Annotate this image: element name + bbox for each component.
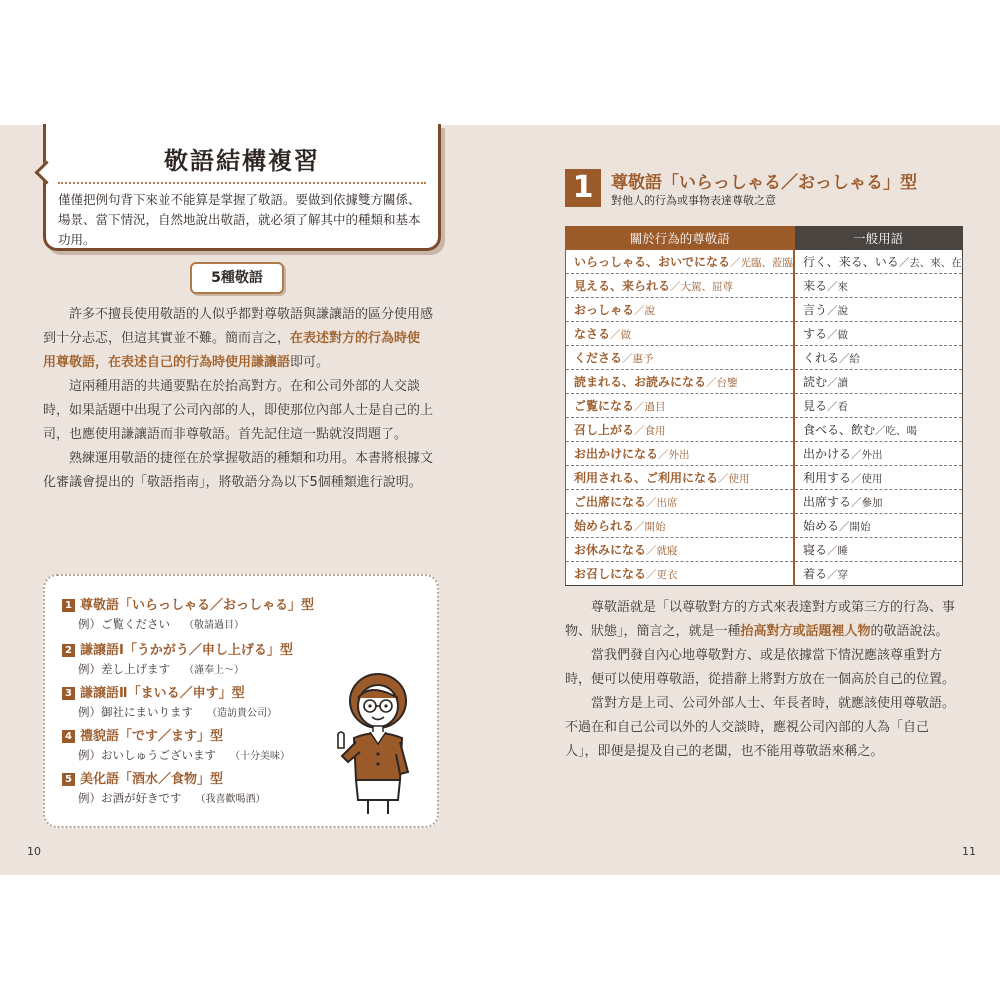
- section-number: 1: [565, 169, 601, 207]
- section-badge: 5種敬語: [190, 262, 284, 294]
- dotted-divider: [58, 182, 426, 184]
- list-item: 1 尊敬語「いらっしゃる／おっしゃる」型 例）ご覧ください （敬請過目）: [62, 594, 314, 632]
- intro-text: 僅僅把例句背下來並不能算是掌握了敬語。要做到依據雙方關係、場景、當下情況，自然地說出敬語，就必須了解其中的種類和基本功用。: [58, 192, 421, 247]
- paragraph-r2: 當我們發自內心地尊敬對方、或是依據當下情況應該尊重對方時，便可以使用尊敬語，從措辭上將對方放在一個高於自己的位置。: [565, 648, 956, 687]
- highlight-text: 在表述對方的行為時使用尊敬語，在表述自己的行為時使用謙讓語: [43, 331, 421, 370]
- left-body: [43, 303, 433, 495]
- table-row: お休みになる／就寢 寝る／睡: [566, 538, 963, 562]
- table-row: いらっしゃる、おいでになる／光臨、蒞臨 行く、来る、いる／去、來、在: [566, 250, 963, 274]
- paragraph-2: 這兩種用語的共通要點在於抬高對方。在和公司外部的人交談時，如果話題中出現了公司內部的人，即使那位內部人士是自己的上司，也應使用謙讓語而非尊敬語。首先記住這一點就沒問題了。: [43, 379, 434, 442]
- header-respectful: 關於行為的尊敬語: [566, 227, 795, 250]
- page-number-left: 10: [27, 845, 41, 858]
- header-plain: 一般用語: [794, 227, 962, 250]
- table-row: 利用される、ご利用になる／使用 利用する／使用: [566, 466, 963, 490]
- table-row: 召し上がる／食用 食べる、飲む／吃、喝: [566, 418, 963, 442]
- page-title: 敬語結構複習: [164, 147, 320, 175]
- list-item: 5 美化語「酒水／食物」型 例）お酒が好きです （我喜歡喝酒）: [62, 768, 266, 806]
- highlight-text: 抬高對方或話題裡人物: [740, 624, 871, 639]
- list-item: 2 謙譲語Ⅰ「うかがう／申し上げる」型 例）差し上げます （謹奉上～）: [62, 639, 293, 677]
- table-row: くださる／惠予 くれる／給: [566, 346, 963, 370]
- table-row: ご出席になる／出席 出席する／參加: [566, 490, 963, 514]
- title-box: [43, 124, 441, 251]
- list-item: 3 謙譲語Ⅱ「まいる／申す」型 例）御社にまいります （造訪貴公司）: [62, 682, 277, 720]
- table-row: おっしゃる／說 言う／說: [566, 298, 963, 322]
- section-subtitle: 對他人的行為或事物表達尊敬之意: [611, 194, 776, 207]
- table-row: 読まれる、お読みになる／台鑒 読む／讀: [566, 370, 963, 394]
- table-row: なさる／做 する／做: [566, 322, 963, 346]
- paragraph-r1: 尊敬語就是「以尊敬對方的方式來表達對方或第三方的行為、事物、狀態」，簡言之，就是一種抬高對方或話題裡人物的敬語說法。: [565, 600, 956, 639]
- paragraph-1: 許多不擅長使用敬語的人似乎都對尊敬語與謙讓語的區分使用感到十分忐忑，但這其實並不難。簡而言之，在表述對方的行為時使用尊敬語，在表述自己的行為時使用謙讓語即可。: [43, 307, 434, 370]
- table-row: 見える、来られる／大駕、屈尊 来る／來: [566, 274, 963, 298]
- table-row: お召しになる／更衣 着る／穿: [566, 562, 963, 586]
- paragraph-r3: 當對方是上司、公司外部人士、年長者時，就應該使用尊敬語。不過在和自己公司以外的人交談時，應視公司內部的人為「自己人」，即便是提及自己的老闆，也不能用尊敬語來稱之。: [565, 696, 956, 759]
- woman-illustration: [330, 668, 430, 818]
- list-item: 4 禮貌語「です／ます」型 例）おいしゅうございます （十分美味）: [62, 725, 290, 763]
- page-number-right: 11: [962, 845, 976, 858]
- table-row: お出かけになる／外出 出かける／外出: [566, 442, 963, 466]
- table-row: 始められる／開始 始める／開始: [566, 514, 963, 538]
- paragraph-3: 熟練運用敬語的捷徑在於掌握敬語的種類和功用。本書將根據文化審議會提出的「敬語指南」，將敬語分為以下5個種類進行說明。: [43, 451, 434, 490]
- section-title: 尊敬語「いらっしゃる／おっしゃる」型: [611, 173, 917, 193]
- keigo-types-box: [43, 574, 439, 828]
- keigo-table: [565, 226, 963, 586]
- right-body: [565, 596, 957, 764]
- table-row: ご覧になる／過目 見る／看: [566, 394, 963, 418]
